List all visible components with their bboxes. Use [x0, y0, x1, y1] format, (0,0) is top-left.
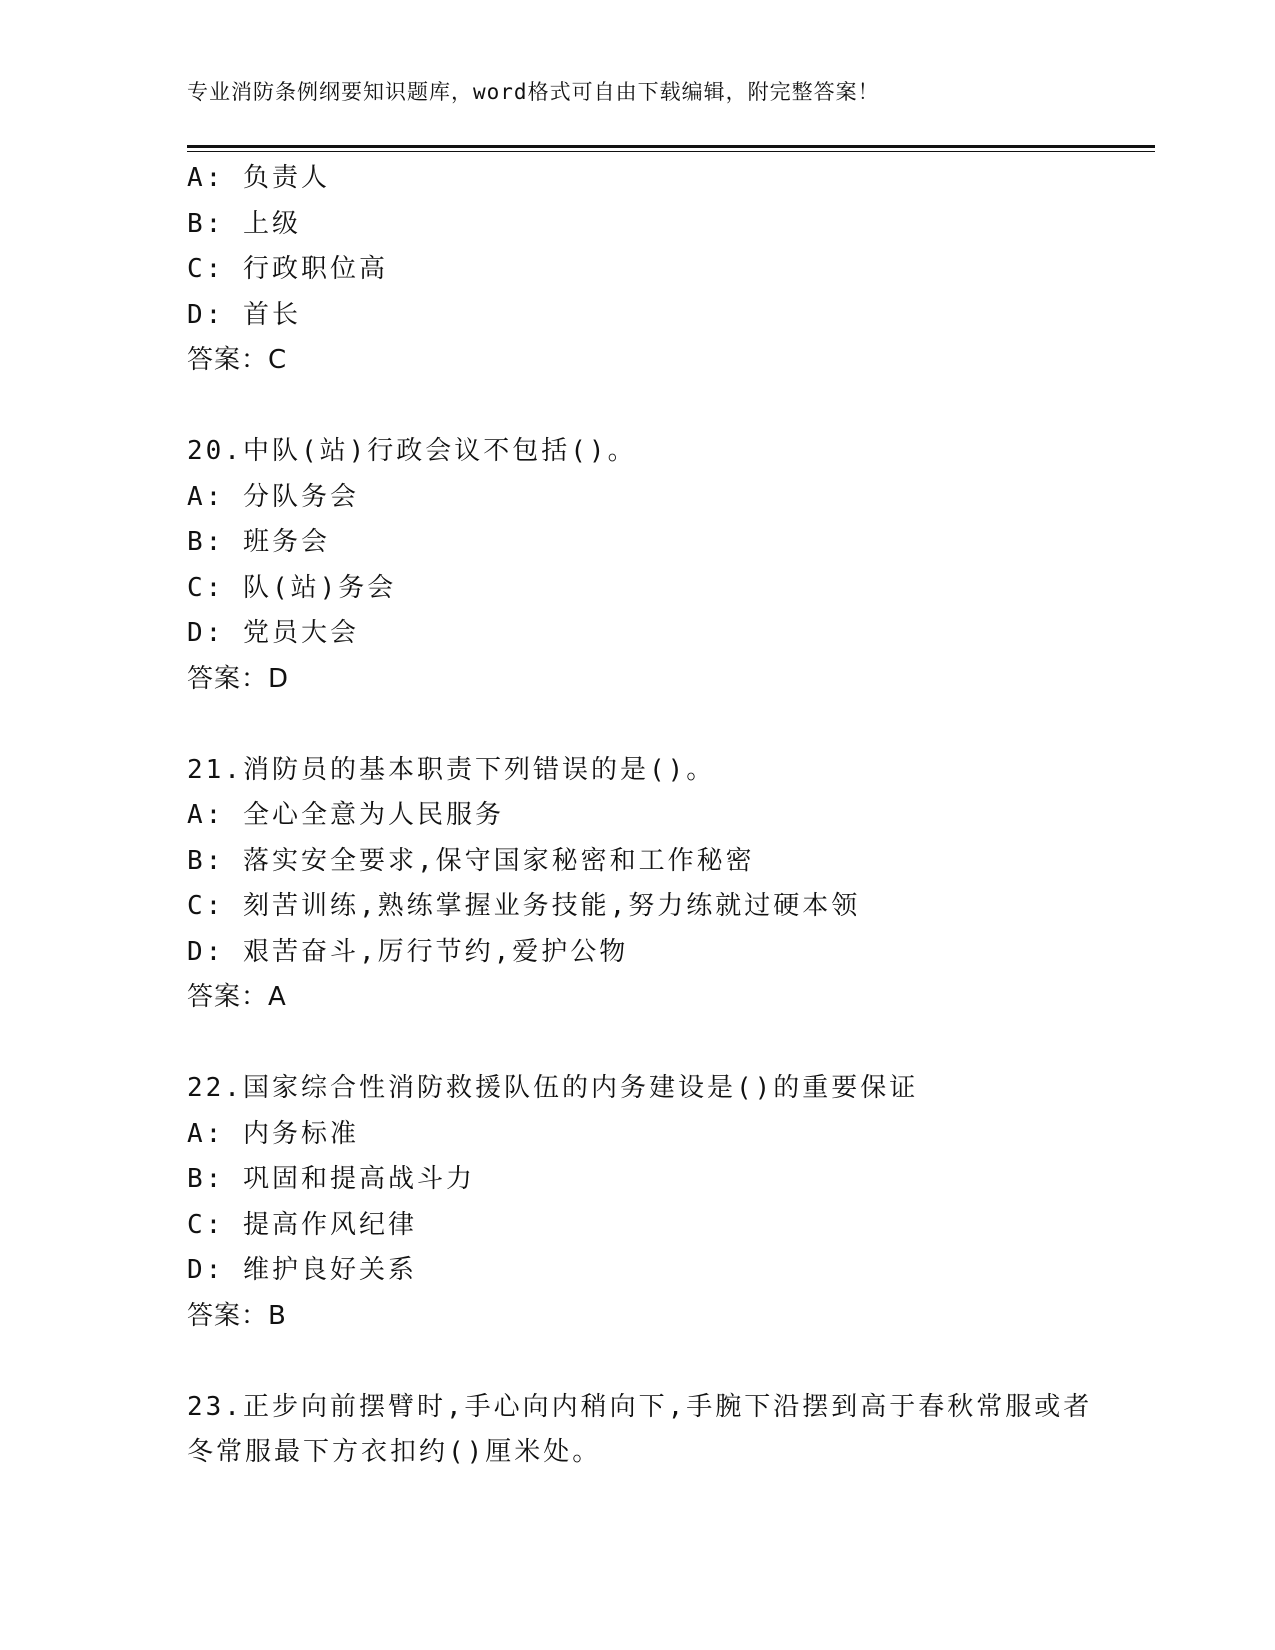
option-a: A: 全心全意为人民服务 [187, 800, 504, 830]
answer-line: 答案：A [187, 982, 287, 1012]
question-stem-line-1: 23.正步向前摆臂时,手心向内稍向下,手腕下沿摆到高于春秋常服或者 [187, 1391, 1093, 1422]
option-d: D: 首长 [187, 299, 301, 330]
spacer [187, 384, 1147, 430]
option-d: D: 党员大会 [187, 618, 359, 648]
question-content [187, 156, 1147, 1476]
question-stem: 22.国家综合性消防救援队伍的内务建设是()的重要保证 [187, 1073, 919, 1103]
page-header: 专业消防条例纲要知识题库，word格式可自由下载编辑，附完整答案！ [187, 80, 880, 104]
header-rule-thin [187, 151, 1155, 152]
option-b: B: 巩固和提高战斗力 [187, 1164, 475, 1194]
option-c: C: 队(站)务会 [187, 572, 397, 603]
header-rule-thick [187, 145, 1155, 148]
spacer [187, 702, 1147, 748]
option-c: C: 刻苦训练,熟练掌握业务技能,努力练就过硬本领 [187, 891, 861, 921]
option-c: C: 提高作风纪律 [187, 1209, 417, 1240]
question-stem: 21.消防员的基本职责下列错误的是()。 [187, 754, 716, 785]
option-b: B: 上级 [187, 208, 301, 239]
answer-line: 答案：D [187, 663, 290, 694]
option-d: D: 维护良好关系 [187, 1255, 417, 1285]
option-d: D: 艰苦奋斗,厉行节约,爱护公物 [187, 936, 629, 967]
option-a: A: 负责人 [187, 163, 330, 193]
answer-line: 答案：B [187, 1300, 287, 1331]
option-a: A: 内务标准 [187, 1118, 359, 1149]
question-stem: 20.中队(站)行政会议不包括()。 [187, 436, 637, 466]
option-a: A: 分队务会 [187, 481, 359, 512]
answer-line: 答案：C [187, 345, 288, 375]
option-b: B: 班务会 [187, 527, 330, 557]
option-c: C: 行政职位高 [187, 254, 388, 284]
spacer [187, 1339, 1147, 1385]
option-b: B: 落实安全要求,保守国家秘密和工作秘密 [187, 845, 755, 876]
question-stem-line-2: 冬常服最下方衣扣约()厘米处。 [187, 1437, 602, 1467]
spacer [187, 1021, 1147, 1067]
